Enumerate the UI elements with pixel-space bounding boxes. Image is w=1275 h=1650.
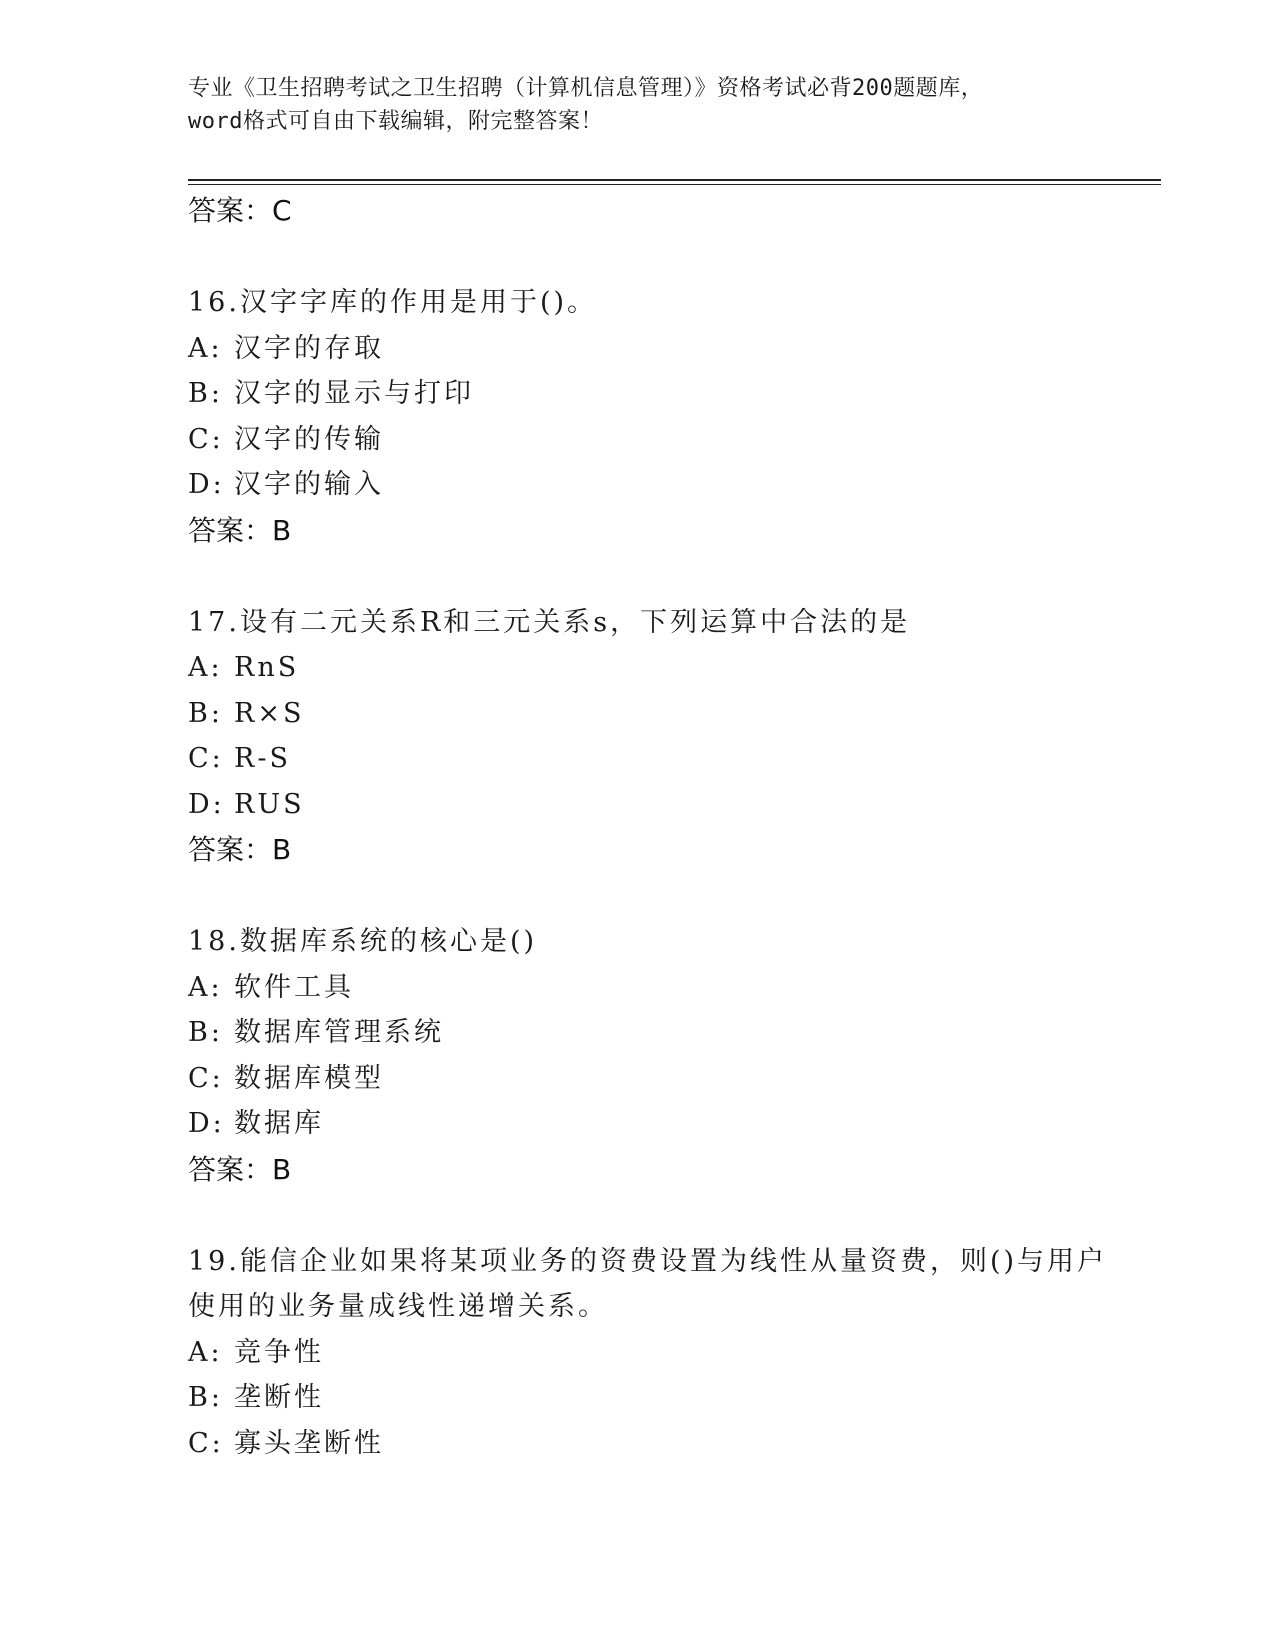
- option-d: [188, 782, 1088, 828]
- option-text: R-S: [234, 743, 291, 774]
- option-text: RUS: [234, 788, 305, 820]
- question-text: [188, 280, 1088, 326]
- option-text: 寡头垄断性: [234, 1427, 384, 1459]
- question-line: 17.设有二元关系R和三元关系s，下列运算中合法的是: [188, 606, 911, 638]
- option-text: 汉字的存取: [234, 332, 384, 364]
- document-header: [188, 72, 1088, 138]
- answer-line: 答案：B: [188, 1152, 292, 1186]
- question-text: [188, 1239, 1108, 1330]
- option-text: 垄断性: [234, 1382, 324, 1413]
- spacer: [188, 554, 1088, 600]
- option-text: 数据库管理系统: [234, 1017, 444, 1048]
- option-text: 汉字的传输: [234, 423, 384, 455]
- spacer: [188, 234, 1088, 280]
- option-c: [188, 1056, 1088, 1102]
- option-text: RnS: [234, 652, 300, 683]
- option-b: [188, 1010, 1088, 1056]
- option-key: C:: [188, 1062, 224, 1094]
- option-key: A:: [188, 332, 223, 364]
- option-key: C:: [188, 743, 224, 774]
- option-key: D:: [188, 1108, 225, 1139]
- option-b: [188, 371, 1088, 417]
- question-line: 18.数据库系统的核心是(): [188, 926, 538, 957]
- option-key: D:: [188, 469, 225, 500]
- question-line: 使用的业务量成线性递增关系。: [188, 1291, 608, 1322]
- header-divider-thick: [188, 179, 1161, 181]
- option-d: [188, 462, 1088, 508]
- header-divider-thin: [188, 184, 1161, 185]
- option-text: 汉字的显示与打印: [234, 378, 474, 409]
- answer-line: 答案：C: [188, 194, 292, 227]
- option-text: 竞争性: [234, 1336, 324, 1368]
- option-c: [188, 1421, 1088, 1467]
- option-key: B:: [188, 1382, 223, 1413]
- option-key: B:: [188, 378, 223, 409]
- option-b: [188, 691, 1088, 737]
- option-a: [188, 326, 1088, 372]
- option-key: C:: [188, 423, 224, 455]
- option-a: [188, 645, 1088, 691]
- option-text: 汉字的输入: [234, 469, 384, 500]
- question-line: 19.能信企业如果将某项业务的资费设置为线性从量资费，则()与用户: [188, 1245, 1108, 1277]
- question-item: [188, 280, 1088, 554]
- option-key: B:: [188, 1017, 223, 1048]
- header-title-line-2: word格式可自由下载编辑，附完整答案！: [188, 109, 603, 134]
- option-key: B:: [188, 697, 223, 729]
- option-key: D:: [188, 788, 225, 820]
- header-title-line-1: 专业《卫生招聘考试之卫生招聘（计算机信息管理）》资格考试必背200题题库，: [188, 76, 984, 101]
- option-b: [188, 1375, 1088, 1421]
- question-item: [188, 1239, 1108, 1467]
- option-key: A:: [188, 652, 223, 683]
- option-text: 软件工具: [234, 971, 354, 1003]
- option-text: 数据库: [234, 1108, 324, 1139]
- spacer: [188, 1193, 1088, 1239]
- option-a: [188, 965, 1088, 1011]
- option-c: [188, 736, 1088, 782]
- question-list: [188, 188, 1108, 1466]
- answer-line: 答案：B: [188, 513, 292, 547]
- option-key: C:: [188, 1427, 224, 1459]
- option-a: [188, 1330, 1088, 1376]
- question-item: [188, 919, 1088, 1193]
- question-text: [188, 600, 1088, 646]
- option-c: [188, 417, 1088, 463]
- question-item: [188, 600, 1088, 874]
- option-text: 数据库模型: [234, 1062, 384, 1094]
- question-text: [188, 919, 1088, 965]
- option-d: [188, 1101, 1088, 1147]
- option-text: R×S: [234, 697, 305, 729]
- question-line: 16.汉字字库的作用是用于()。: [188, 287, 598, 318]
- spacer: [188, 873, 1088, 919]
- option-key: A:: [188, 1336, 223, 1368]
- option-key: A:: [188, 971, 223, 1003]
- answer-line: 答案：B: [188, 833, 292, 866]
